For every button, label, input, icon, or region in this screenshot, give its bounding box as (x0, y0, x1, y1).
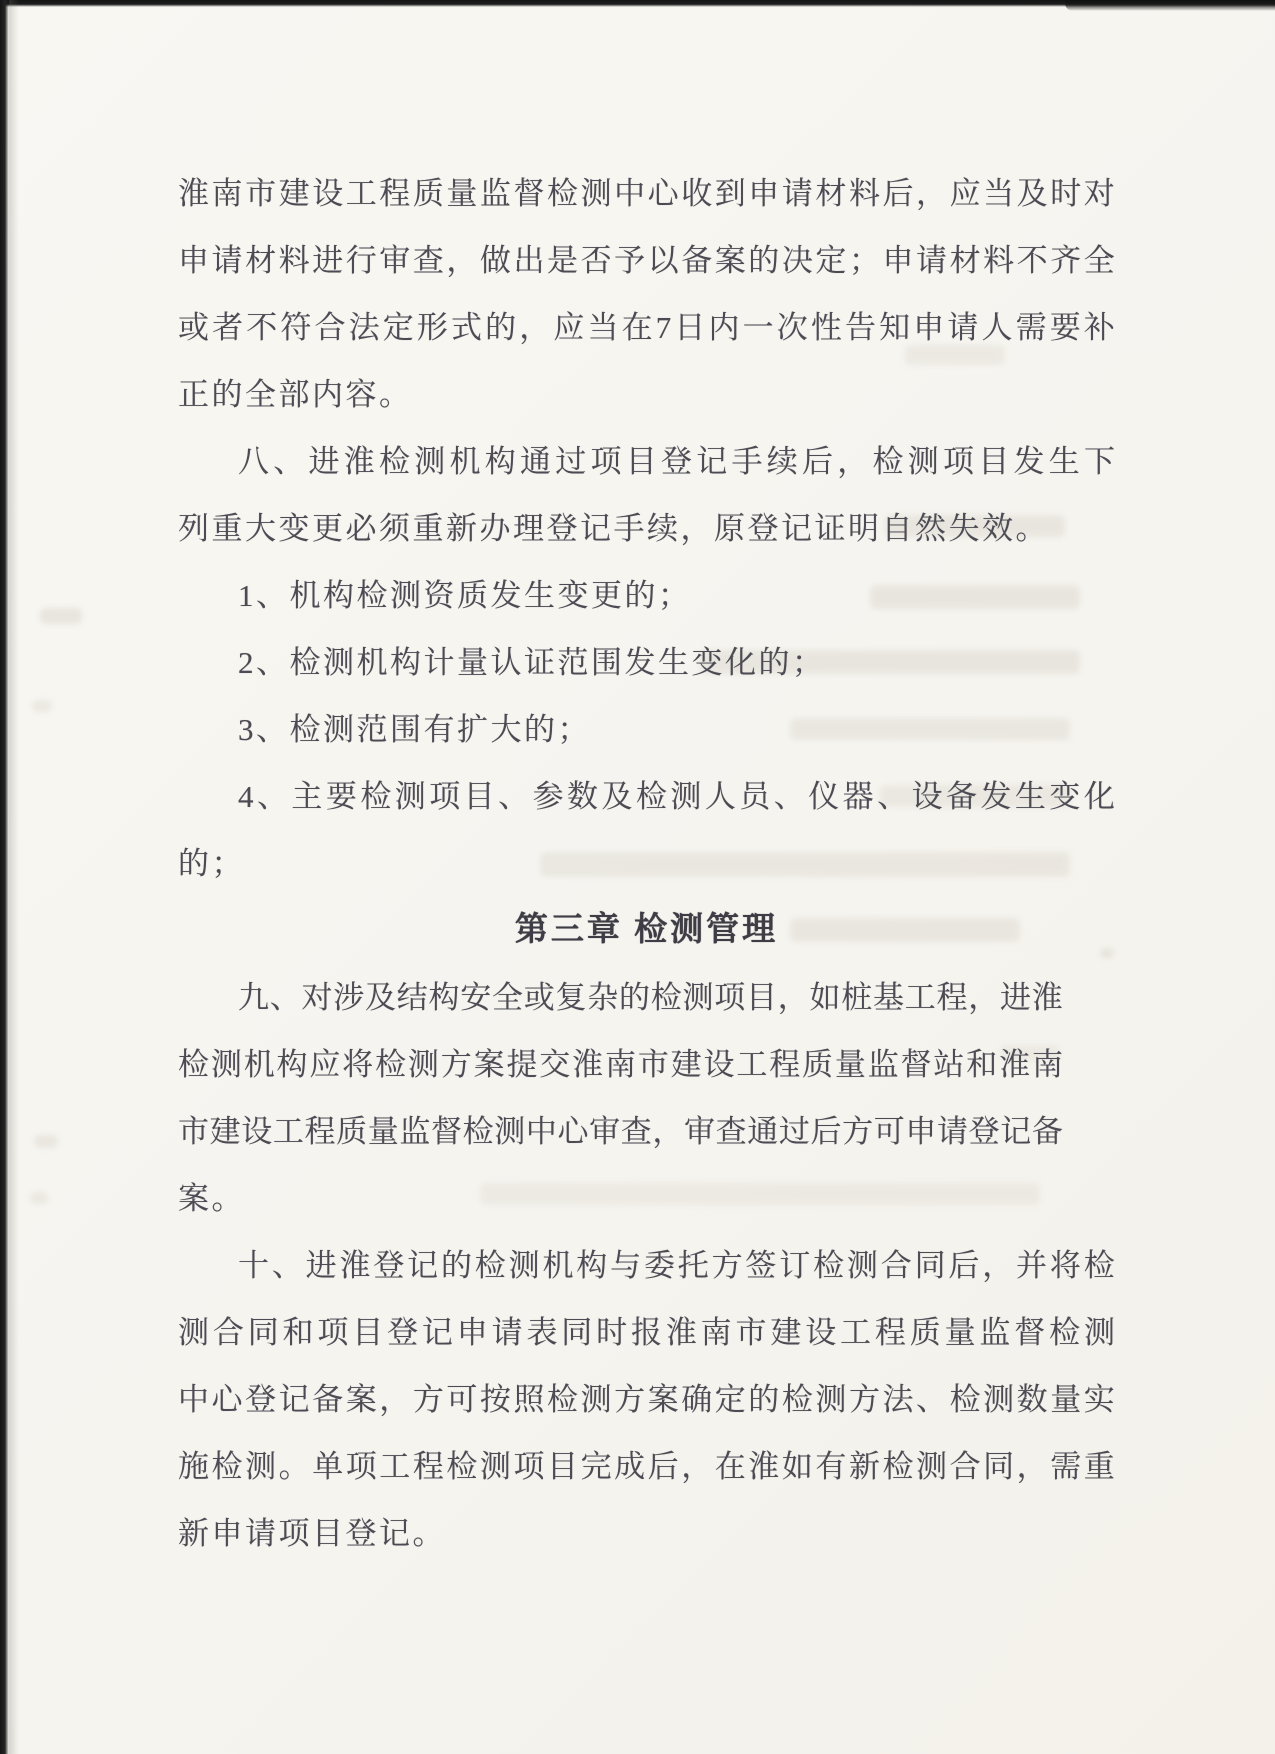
text-line: 新申请项目登记。 (178, 1516, 446, 1551)
scan-edge-left (0, 0, 9, 1754)
text-line: 案。 (178, 1181, 245, 1216)
text-line: 1、机构检测资质发生变更的； (238, 578, 692, 613)
chapter-heading: 第三章 检测管理 (514, 912, 779, 948)
text-line: 十 、 进 淮 登 记 的 检 测 机 构 与 委 托 方 签 订 检 测 合 同 后 ， 并 将 检 (238, 1248, 1115, 1283)
text-line: 3、检测范围有扩大的； (238, 712, 591, 747)
text-line: 测 合 同 和 项 目 登 记 申 请 表 同 时 报 淮 南 市 建 设 工 程 质 量 监 督 检 测 (178, 1315, 1115, 1350)
text-line: 4 、 主 要 检 测 项 目 、 参 数 及 检 测 人 员 、 仪 器 、 设 备 发 生 变 化 (238, 779, 1115, 814)
text-line: 申 请 材 料 进 行 审 查 ， 做 出 是 否 予 以 备 案 的 决 定 ； 申 请 材 料 不 齐 全 (178, 243, 1115, 278)
margin-speck (30, 1192, 48, 1204)
text-line: 正的全部内容。 (178, 377, 413, 412)
text-line: 淮 南 市 建 设 工 程 质 量 监 督 检 测 中 心 收 到 申 请 材 料 后 ， 应 当 及 时 对 (178, 176, 1115, 211)
document-text (178, 160, 1115, 1567)
text-line: 中 心 登 记 备 案 ， 方 可 按 照 检 测 方 案 确 定 的 检 测 方 法 、 检 测 数 量 实 (178, 1382, 1115, 1417)
text-line: 检 测 机 构 应 将 检 测 方 案 提 交 淮 南 市 建 设 工 程 质 量 监 督 站 和 淮 南 (178, 1047, 1063, 1082)
text-line: 2、检测机构计量认证范围发生变化的； (238, 645, 826, 680)
text-line: 施 检 测 。 单 项 工 程 检 测 项 目 完 成 后 ， 在 淮 如 有 新 检 测 合 同 ， 需 重 (178, 1449, 1115, 1484)
text-line: 的； (178, 846, 245, 881)
text-line: 九 、 对 涉 及 结 构 安 全 或 复 杂 的 检 测 项 目 ， 如 桩 基 工 程 ， 进 淮 (238, 980, 1063, 1015)
text-line: 八 、 进 淮 检 测 机 构 通 过 项 目 登 记 手 续 后 ， 检 测 项 目 发 生 下 (238, 444, 1115, 479)
margin-speck (40, 608, 82, 624)
margin-speck (34, 1135, 58, 1148)
text-line: 或 者 不 符 合 法 定 形 式 的 ， 应 当 在 7 日 内 一 次 性 告 知 申 请 人 需 要 补 (178, 310, 1115, 345)
text-line: 市 建 设 工 程 质 量 监 督 检 测 中 心 审 查 ， 审 查 通 过 后 方 可 申 请 登 记 备 (178, 1114, 1063, 1149)
scan-edge-left-fade (9, 0, 19, 1754)
text-line: 列重大变更必须重新办理登记手续，原登记证明自然失效。 (178, 511, 1049, 546)
scan-edge-top-right (1065, 0, 1275, 11)
margin-speck (32, 700, 52, 712)
